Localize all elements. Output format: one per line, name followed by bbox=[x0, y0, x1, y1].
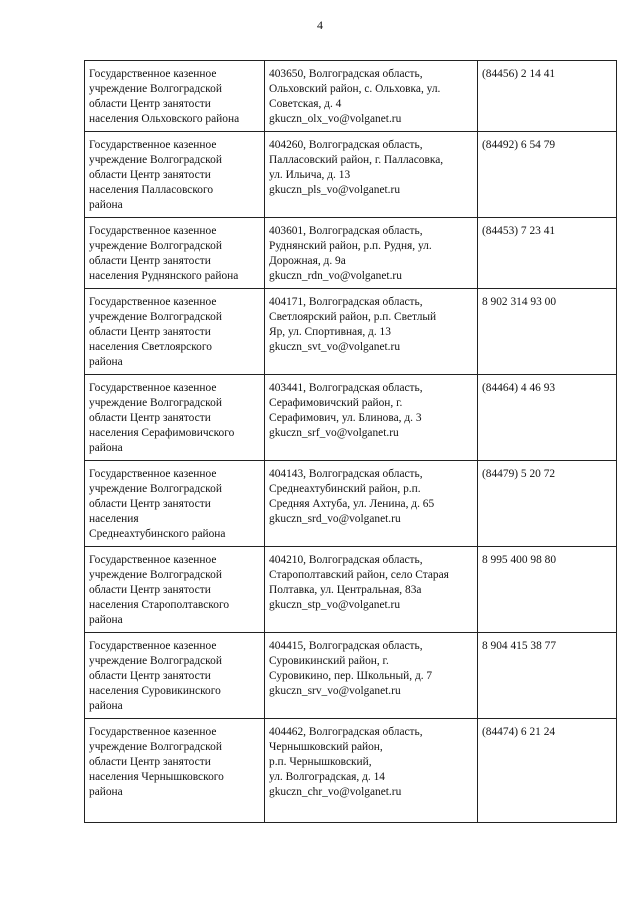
organization-name-line: учреждение Волгоградской bbox=[89, 741, 222, 753]
organization-name-line: учреждение Волгоградской bbox=[89, 569, 222, 581]
organization-cell bbox=[85, 719, 265, 823]
address-line: Яр, ул. Спортивная, д. 13 bbox=[269, 326, 391, 338]
table-row bbox=[85, 375, 617, 461]
phone-cell bbox=[478, 61, 617, 132]
phone-number: (84456) 2 14 41 bbox=[482, 68, 556, 80]
organization-name-line: учреждение Волгоградской bbox=[89, 154, 222, 166]
organization-name-line: Государственное казенное bbox=[89, 68, 217, 80]
address-line: 404415, Волгоградская область, bbox=[269, 640, 423, 652]
organization-name-line: области Центр занятости bbox=[89, 498, 211, 510]
organization-name-line: населения Ольховского района bbox=[89, 113, 240, 125]
address-line: Советская, д. 4 bbox=[269, 98, 342, 110]
address-cell bbox=[265, 289, 478, 375]
address-cell bbox=[265, 132, 478, 218]
organization-name-line: района bbox=[89, 700, 123, 712]
organization-name-line: Государственное казенное bbox=[89, 382, 217, 394]
address-line: Светлоярский район, р.п. Светлый bbox=[269, 311, 437, 323]
organization-name-line: Государственное казенное bbox=[89, 726, 217, 738]
organization-name-line: Государственное казенное bbox=[89, 139, 217, 151]
phone-number: (84464) 4 46 93 bbox=[482, 382, 556, 394]
address-line: 403601, Волгоградская область, bbox=[269, 225, 423, 237]
phone-number: (84474) 6 21 24 bbox=[482, 726, 556, 738]
table-row bbox=[85, 61, 617, 132]
table-row bbox=[85, 633, 617, 719]
organization-name-line: района bbox=[89, 442, 123, 454]
table-row bbox=[85, 461, 617, 547]
organization-cell bbox=[85, 218, 265, 289]
organization-name-line: области Центр занятости bbox=[89, 98, 211, 110]
email-address: gkuczn_chr_vo@volganet.ru bbox=[269, 786, 402, 798]
organization-name-line: области Центр занятости bbox=[89, 169, 211, 181]
phone-cell bbox=[478, 132, 617, 218]
organization-name-line: области Центр занятости bbox=[89, 255, 211, 267]
organization-cell bbox=[85, 375, 265, 461]
organization-name-line: области Центр занятости bbox=[89, 584, 211, 596]
table-row bbox=[85, 132, 617, 218]
employment-centers-table bbox=[84, 60, 617, 823]
address-line: Палласовский район, г. Палласовка, bbox=[269, 154, 444, 166]
address-line: Среднеахтубинский район, р.п. bbox=[269, 483, 421, 495]
address-line: 404171, Волгоградская область, bbox=[269, 296, 423, 308]
phone-cell bbox=[478, 461, 617, 547]
email-address: gkuczn_stp_vo@volganet.ru bbox=[269, 599, 401, 611]
phone-number: (84453) 7 23 41 bbox=[482, 225, 556, 237]
address-cell bbox=[265, 375, 478, 461]
organization-name-line: учреждение Волгоградской bbox=[89, 483, 222, 495]
address-cell bbox=[265, 218, 478, 289]
phone-cell bbox=[478, 289, 617, 375]
organization-name-line: учреждение Волгоградской bbox=[89, 240, 222, 252]
address-line: Суровикино, пер. Школьный, д. 7 bbox=[269, 670, 433, 682]
phone-number: 8 904 415 38 77 bbox=[482, 640, 557, 652]
organization-name-line: Государственное казенное bbox=[89, 468, 217, 480]
phone-number: 8 902 314 93 00 bbox=[482, 296, 557, 308]
address-line: ул. Ильича, д. 13 bbox=[269, 169, 351, 181]
phone-number: (84479) 5 20 72 bbox=[482, 468, 556, 480]
organization-name-line: учреждение Волгоградской bbox=[89, 311, 222, 323]
organization-name-line: Государственное казенное bbox=[89, 225, 217, 237]
organization-name-line: области Центр занятости bbox=[89, 756, 211, 768]
organization-name-line: населения Светлоярского bbox=[89, 341, 212, 353]
phone-cell bbox=[478, 218, 617, 289]
table-row bbox=[85, 547, 617, 633]
address-line: Средняя Ахтуба, ул. Ленина, д. 65 bbox=[269, 498, 435, 510]
phone-cell bbox=[478, 633, 617, 719]
address-line: 403650, Волгоградская область, bbox=[269, 68, 423, 80]
email-address: gkuczn_pls_vo@volganet.ru bbox=[269, 184, 401, 196]
email-address: gkuczn_srf_vo@volganet.ru bbox=[269, 427, 399, 439]
address-line: Дорожная, д. 9а bbox=[269, 255, 346, 267]
phone-number: (84492) 6 54 79 bbox=[482, 139, 556, 151]
address-line: 404143, Волгоградская область, bbox=[269, 468, 423, 480]
organization-cell bbox=[85, 547, 265, 633]
address-cell bbox=[265, 719, 478, 823]
email-address: gkuczn_rdn_vo@volganet.ru bbox=[269, 270, 402, 282]
organization-name-line: области Центр занятости bbox=[89, 412, 211, 424]
organization-name-line: области Центр занятости bbox=[89, 670, 211, 682]
address-line: Серафимович, ул. Блинова, д. 3 bbox=[269, 412, 422, 424]
table-row bbox=[85, 218, 617, 289]
address-line: 404210, Волгоградская область, bbox=[269, 554, 423, 566]
address-line: 403441, Волгоградская область, bbox=[269, 382, 423, 394]
organization-name-line: Государственное казенное bbox=[89, 640, 217, 652]
address-line: ул. Волгоградская, д. 14 bbox=[269, 771, 385, 783]
organization-cell bbox=[85, 61, 265, 132]
organization-name-line: населения Серафимовичского bbox=[89, 427, 235, 439]
email-address: gkuczn_svt_vo@volganet.ru bbox=[269, 341, 401, 353]
address-line: Руднянский район, р.п. Рудня, ул. bbox=[269, 240, 432, 252]
email-address: gkuczn_srd_vo@volganet.ru bbox=[269, 513, 401, 525]
address-line: Суровикинский район, г. bbox=[269, 655, 389, 667]
page-number: 4 bbox=[317, 18, 323, 32]
address-cell bbox=[265, 547, 478, 633]
organization-cell bbox=[85, 132, 265, 218]
email-address: gkuczn_srv_vo@volganet.ru bbox=[269, 685, 401, 697]
organization-name-line: учреждение Волгоградской bbox=[89, 397, 222, 409]
address-cell bbox=[265, 461, 478, 547]
address-line: Полтавка, ул. Центральная, 83а bbox=[269, 584, 422, 596]
address-line: Ольховский район, с. Ольховка, ул. bbox=[269, 83, 441, 95]
address-line: Серафимовичский район, г. bbox=[269, 397, 403, 409]
organization-cell bbox=[85, 633, 265, 719]
address-line: р.п. Чернышковский, bbox=[269, 756, 372, 768]
organization-name-line: населения Старополтавского bbox=[89, 599, 230, 611]
organization-name-line: района bbox=[89, 786, 123, 798]
organization-cell bbox=[85, 289, 265, 375]
organization-name-line: населения Руднянского района bbox=[89, 270, 239, 282]
organization-name-line: района bbox=[89, 199, 123, 211]
phone-number: 8 995 400 98 80 bbox=[482, 554, 557, 566]
phone-cell bbox=[478, 719, 617, 823]
organization-name-line: района bbox=[89, 614, 123, 626]
organization-name-line: населения bbox=[89, 513, 139, 525]
organization-name-line: учреждение Волгоградской bbox=[89, 655, 222, 667]
organization-cell bbox=[85, 461, 265, 547]
organization-name-line: Государственное казенное bbox=[89, 296, 217, 308]
organization-name-line: учреждение Волгоградской bbox=[89, 83, 222, 95]
phone-cell bbox=[478, 547, 617, 633]
phone-cell bbox=[478, 375, 617, 461]
organization-name-line: населения Суровикинского bbox=[89, 685, 221, 697]
organization-name-line: области Центр занятости bbox=[89, 326, 211, 338]
address-line: 404462, Волгоградская область, bbox=[269, 726, 423, 738]
organization-name-line: населения Чернышковского bbox=[89, 771, 224, 783]
address-line: 404260, Волгоградская область, bbox=[269, 139, 423, 151]
address-cell bbox=[265, 61, 478, 132]
organization-name-line: населения Палласовского bbox=[89, 184, 214, 196]
table-row bbox=[85, 289, 617, 375]
address-cell bbox=[265, 633, 478, 719]
organization-name-line: Государственное казенное bbox=[89, 554, 217, 566]
address-line: Старополтавский район, село Старая bbox=[269, 569, 449, 581]
email-address: gkuczn_olx_vo@volganet.ru bbox=[269, 113, 402, 125]
organization-name-line: района bbox=[89, 356, 123, 368]
address-line: Чернышковский район, bbox=[269, 741, 383, 753]
table-row bbox=[85, 719, 617, 823]
organization-name-line: Среднеахтубинского района bbox=[89, 528, 226, 540]
